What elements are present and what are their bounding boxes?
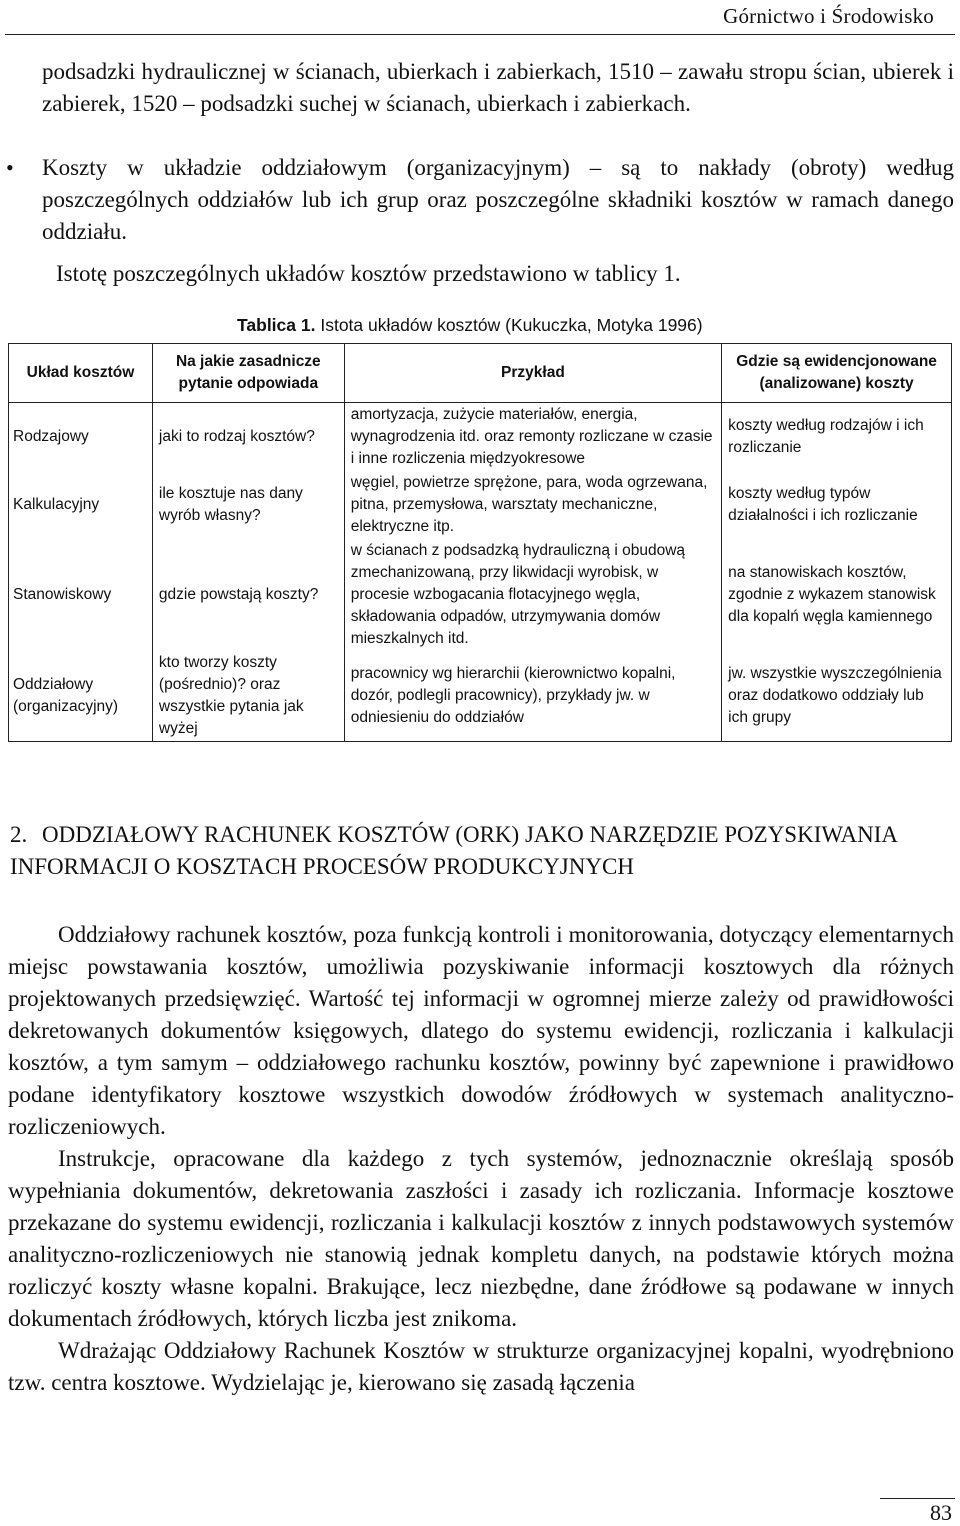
cell-question: gdzie powstają koszty? [152, 539, 344, 651]
section-heading [10, 819, 950, 883]
cell-recording: jw. wszystkie wyszczególnienia oraz dodatkowo oddziały lub ich grupy [722, 651, 952, 742]
header-system: Układ kosztów [9, 344, 153, 403]
cell-example: w ścianach z podsadzką hydrauliczną i obudową zmechanizowaną, przy likwidacji wyrobisk, w procesie wzbogacania flotacyjnego węgla, składowania odpadów, utrzymywania domów mieszkalnych itd. [344, 539, 721, 651]
running-header: Górnictwo i Środowisko [723, 4, 934, 28]
table-intro-sentence: Istotę poszczególnych układów kosztów przedstawiono w tablicy 1. [56, 261, 681, 286]
header-recording: Gdzie są ewidencjonowane (analizowane) koszty [722, 344, 952, 403]
section-paragraph: Instrukcje, opracowane dla każdego z tych systemów, jednoznacznie określają sposób wypełniania dokumentów, dekretowania zaszłości i zasady ich rozliczania. Informacje kosztowe przekazane do systemu ewidencji, rozliczania i kalkulacji kosztów z innych podstawowych systemów analityczno-rozliczeniowych nie stanowią jednak kompletu danych, na podstawie których można rozliczyć koszty własne kopalni. Brakujące, lecz niezbędne, dane źródłowe są podawane w innych dokumentach źródłowych, których liczba jest znikoma. [8, 1146, 954, 1331]
table-row [9, 539, 952, 651]
cell-question: jaki to rodzaj kosztów? [152, 403, 344, 472]
cell-recording: koszty według rodzajów i ich rozliczanie [722, 403, 952, 472]
cell-recording: koszty według typów działalności i ich rozliczanie [722, 471, 952, 539]
bullet-paragraph: Koszty w układzie oddziałowym (organizacyjnym) – są to nakłady (obroty) według poszczególnych oddziałów lub ich grup oraz poszczególne składniki kosztów w ramach danego oddziału. [42, 155, 954, 244]
cell-example: amortyzacja, zużycie materiałów, energia, wynagrodzenia itd. oraz remonty rozliczane w czasie i inne rozliczenia międzyokresowe [344, 403, 721, 472]
cost-systems-table [8, 343, 952, 742]
table-caption [237, 315, 703, 336]
cell-example: pracownicy wg hierarchii (kierownictwo kopalni, dozór, podlegli pracownicy), przykłady jw. w odniesieniu do oddziałów [344, 651, 721, 742]
cell-question: ile kosztuje nas dany wyrób własny? [152, 471, 344, 539]
bullet-icon: • [6, 155, 14, 180]
cell-system: Kalkulacyjny [9, 471, 153, 539]
table-row [9, 471, 952, 539]
cell-recording: na stanowiskach kosztów, zgodnie z wykazem stanowisk dla kopalń węgla kamiennego [722, 539, 952, 651]
header-divider [5, 34, 955, 35]
cell-example: węgiel, powietrze sprężone, para, woda ogrzewana, pitna, przemysłowa, warsztaty mechaniczne, elektryczne itp. [344, 471, 721, 539]
section-paragraph: Wdrażając Oddziałowy Rachunek Kosztów w strukturze organizacyjnej kopalni, wyodrębniono tzw. centra kosztowe. Wydzielając je, kierowano się zasadą łączenia [8, 1338, 954, 1395]
table-header-row [9, 344, 952, 403]
header-question: Na jakie zasadnicze pytanie odpowiada [152, 344, 344, 403]
section-number: 2. [10, 822, 28, 848]
table-caption-label: Tablica 1. [237, 315, 316, 335]
cell-system: Stanowiskowy [9, 539, 153, 651]
cell-system: Oddziałowy (organizacyjny) [9, 651, 153, 742]
section-title: ODDZIAŁOWY RACHUNEK KOSZTÓW (ORK) JAKO NARZĘDZIE POZYSKIWANIA INFORMACJI O KOSZTACH PROCESÓW PRODUKCYJNYCH [10, 822, 897, 880]
table-row [9, 651, 952, 742]
footer-divider [880, 1498, 955, 1499]
cell-system: Rodzajowy [9, 403, 153, 472]
table-row [9, 403, 952, 472]
table-caption-text: Istota układów kosztów (Kukuczka, Motyka 1996) [320, 315, 703, 335]
page-number: 83 [930, 1500, 952, 1525]
header-example: Przykład [344, 344, 721, 403]
intro-paragraph: podsadzki hydraulicznej w ścianach, ubierkach i zabierkach, 1510 – zawału stropu ścian, ubierek i zabierek, 1520 – podsadzki suchej w ścianach, ubierkach i zabierkach. [42, 59, 954, 116]
cell-question: kto tworzy koszty (pośrednio)? oraz wszystkie pytania jak wyżej [152, 651, 344, 742]
section-paragraph: Oddziałowy rachunek kosztów, poza funkcją kontroli i monitorowania, dotyczący elementarnych miejsc powstawania kosztów, umożliwia pozyskiwanie informacji kosztowych dla różnych projektowanych przedsięwzięć. Wartość tej informacji w ogromnej mierze zależy od prawidłowości dekretowanych dokumentów księgowych, dlatego do systemu ewidencji, rozliczania i kalkulacji kosztów, a tym samym – oddziałowego rachunku kosztów, powinny być zapewnione i prawidłowo podane identyfikatory kosztowe wszystkich dowodów źródłowych w systemach analityczno-rozliczeniowych. [8, 922, 954, 1139]
section-body [8, 919, 954, 1399]
